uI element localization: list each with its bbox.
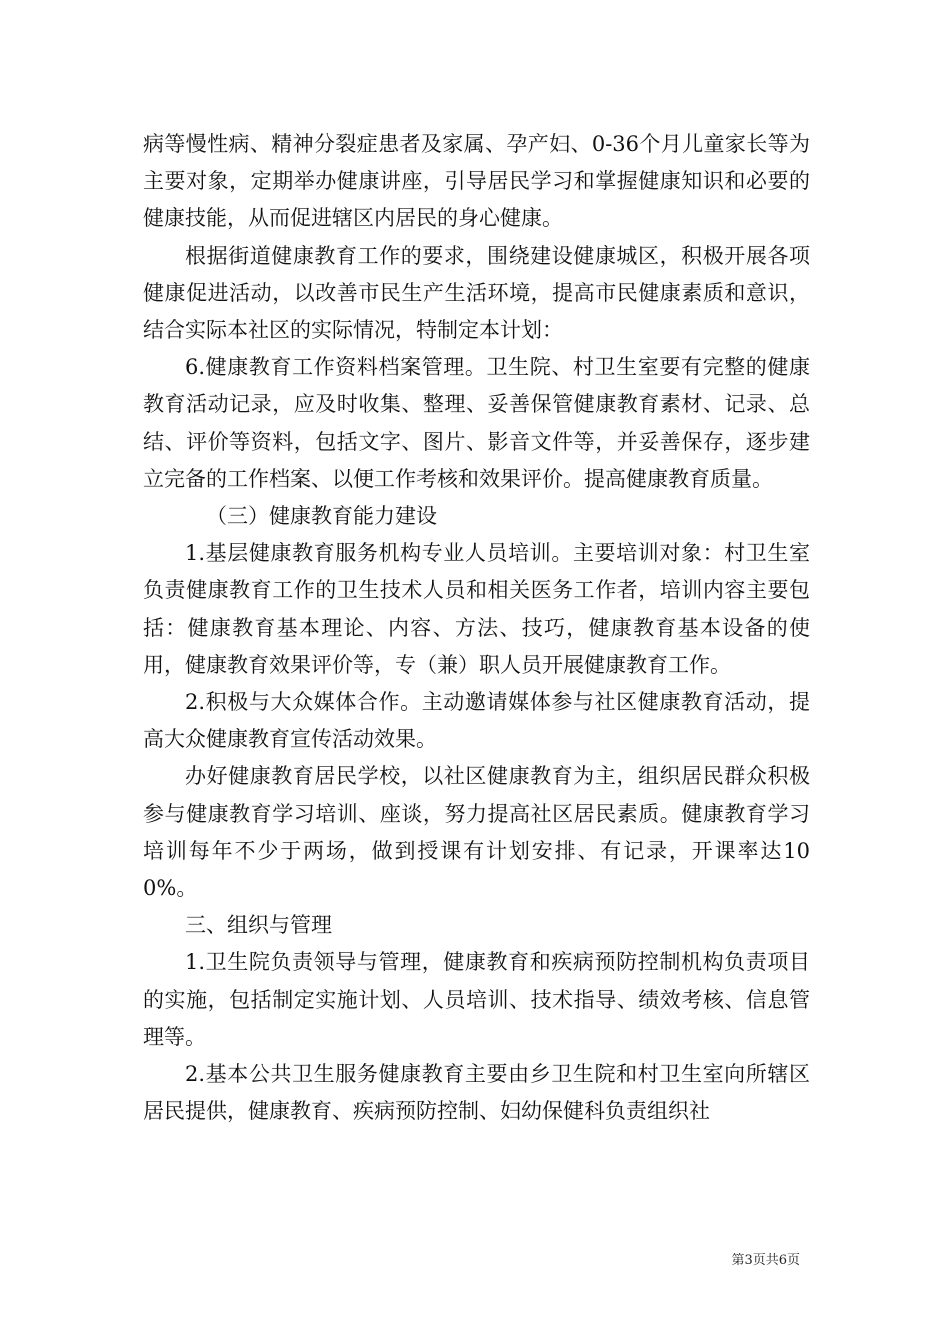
paragraph-continuation: 病等慢性病、精神分裂症患者及家属、孕产妇、0-36个月儿童家长等为主要对象，定期举办健康讲座，引导居民学习和掌握健康知识和必要的健康技能，从而促进辖区内居民的身心健康。	[143, 132, 810, 231]
paragraph-leadership: 1.卫生院负责领导与管理，健康教育和疾病预防控制机构负责项目的实施，包括制定实施计划、人员培训、技术指导、绩效考核、信息管理等。	[143, 950, 810, 1049]
paragraph-resident-school: 办好健康教育居民学校，以社区健康教育为主，组织居民群众积极参与健康教育学习培训、座谈，努力提高社区居民素质。健康教育学习培训每年不少于两场，做到授课有计划安排、有记录，开课率达100%。	[143, 764, 810, 901]
section-heading-capacity-building: （三）健康教育能力建设	[206, 504, 437, 529]
paragraph-media-cooperation: 2.积极与大众媒体合作。主动邀请媒体参与社区健康教育活动，提高大众健康教育宣传活动效果。	[143, 690, 810, 752]
document-body	[143, 126, 810, 1130]
section-heading-organization: 三、组织与管理	[185, 913, 332, 938]
paragraph-service-provision: 2.基本公共卫生服务健康教育主要由乡卫生院和村卫生室向所辖区居民提供，健康教育、疾病预防控制、妇幼保健科负责组织社	[143, 1062, 810, 1124]
paragraph-archive-management: 6.健康教育工作资料档案管理。卫生院、村卫生室要有完整的健康教育活动记录，应及时收集、整理、妥善保管健康教育素材、记录、总结、评价等资料，包括文字、图片、影音文件等，并妥善保存，逐步建立完备的工作档案、以便工作考核和效果评价。提高健康教育质量。	[143, 355, 810, 491]
paragraph-staff-training: 1.基层健康教育服务机构专业人员培训。主要培训对象：村卫生室负责健康教育工作的卫生技术人员和相关医务工作者，培训内容主要包括：健康教育基本理论、内容、方法、技巧，健康教育基本设备的使用，健康教育效果评价等，专（兼）职人员开展健康教育工作。	[143, 541, 810, 677]
page-number: 第3页共6页	[731, 1253, 800, 1268]
paragraph-plan-intro: 根据街道健康教育工作的要求，围绕建设健康城区，积极开展各项健康促进活动，以改善市民生产生活环境，提高市民健康素质和意识，结合实际本社区的实际情况，特制定本计划：	[143, 243, 810, 343]
